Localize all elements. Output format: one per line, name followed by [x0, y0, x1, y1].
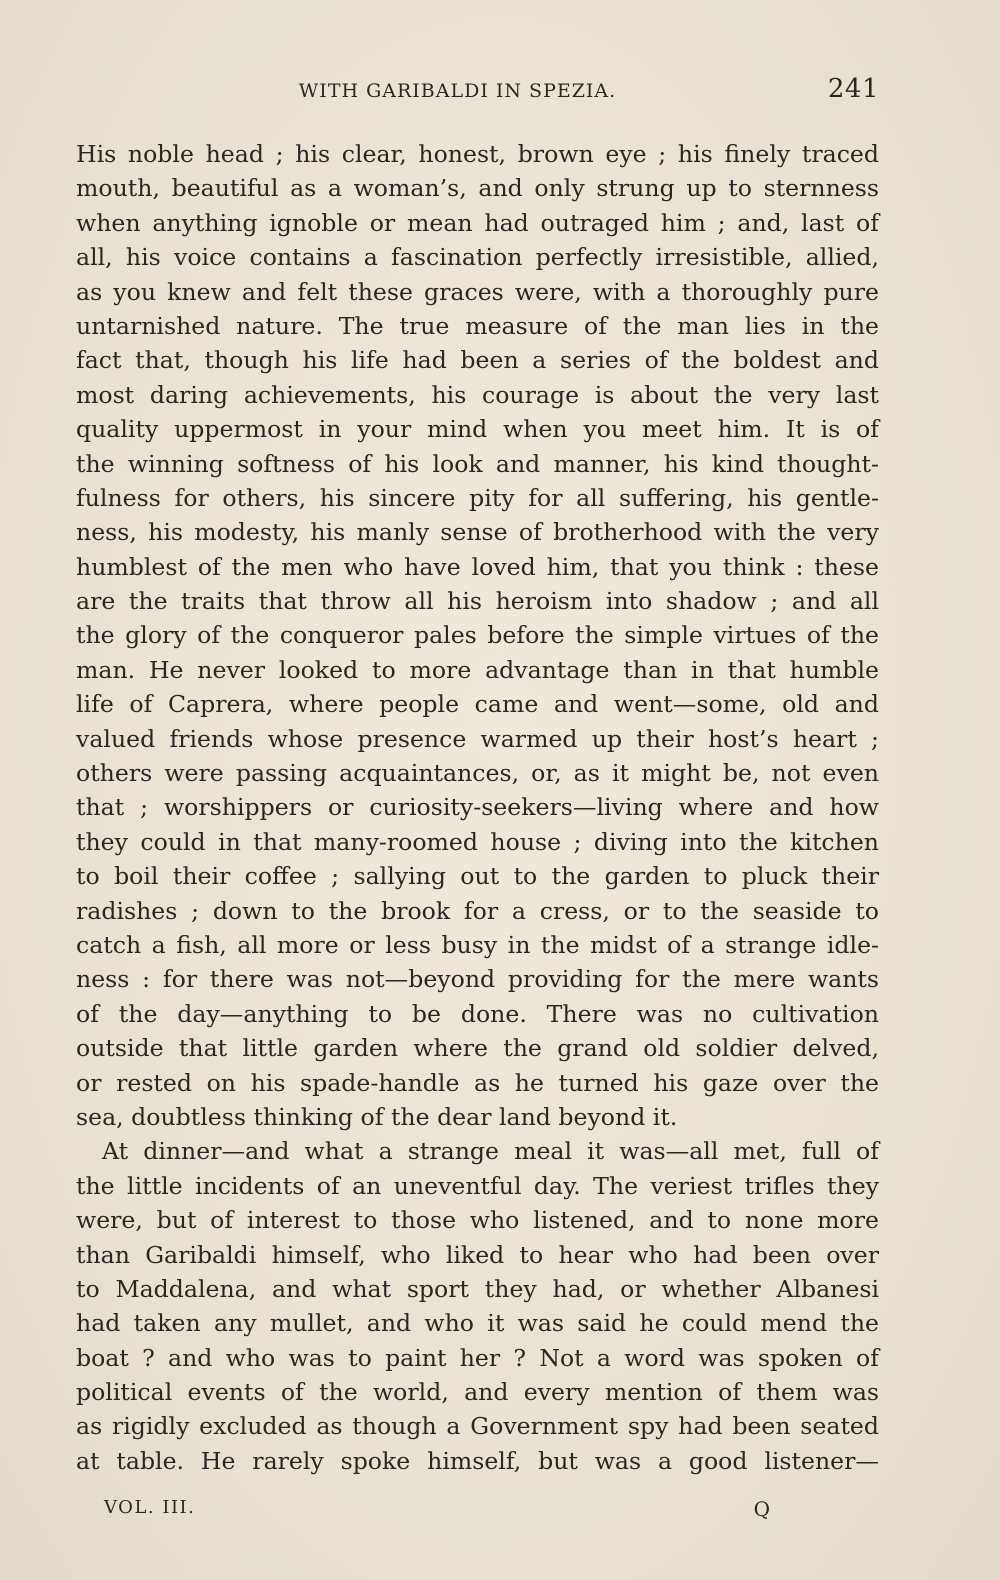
text-line: untarnished nature. The true measure of the man lies in the	[76, 311, 879, 340]
text-line: to Maddalena, and what sport they had, or whether Albanesi	[76, 1274, 879, 1303]
text-line: radishes ; down to the brook for a cress, or to the seaside to	[76, 896, 879, 925]
text-line: had taken any mullet, and who it was said he could mend the	[76, 1309, 879, 1338]
body-text	[76, 137, 879, 1478]
text-line: were, but of interest to those who listened, and to none more	[76, 1206, 879, 1235]
text-line: At dinner—and what a strange meal it was—all met, full of	[102, 1137, 879, 1166]
text-line: valued friends whose presence warmed up their host’s heart ;	[76, 724, 879, 753]
text-line: boat ? and who was to paint her ? Not a word was spoken of	[76, 1343, 879, 1372]
text-line: of the day—anything to be done. There was no cultivation	[76, 999, 879, 1028]
text-line: life of Caprera, where people came and went—some, old and	[76, 690, 879, 719]
text-line: the winning softness of his look and manner, his kind thought-	[76, 449, 879, 478]
text-line: they could in that many-roomed house ; diving into the kitchen	[76, 827, 879, 856]
page-number: 241	[827, 74, 879, 104]
text-line: His noble head ; his clear, honest, brown eye ; his finely traced	[76, 140, 879, 168]
text-line: most daring achievements, his courage is about the very last	[76, 380, 879, 409]
text-line: as you knew and felt these graces were, with a thoroughly pure	[76, 277, 879, 306]
signature-mark: Q	[753, 1497, 770, 1521]
text-line: fact that, though his life had been a series of the boldest and	[76, 346, 879, 375]
text-line: are the traits that throw all his heroism into shadow ; and all	[76, 587, 879, 616]
text-line: that ; worshippers or curiosity-seekers—living where and how	[76, 793, 879, 822]
volume-mark: VOL. III.	[104, 1497, 196, 1518]
text-line: at table. He rarely spoke himself, but was a good listener—	[76, 1446, 879, 1475]
text-line: quality uppermost in your mind when you meet him. It is of	[76, 415, 879, 444]
text-line: outside that little garden where the grand old soldier delved,	[76, 1034, 879, 1063]
text-line: catch a fish, all more or less busy in the midst of a strange idle-	[76, 930, 879, 959]
text-line: to boil their coffee ; sallying out to the garden to pluck their	[76, 862, 879, 891]
text-line: than Garibaldi himself, who liked to hear who had been over	[76, 1240, 879, 1269]
text-line: the little incidents of an uneventful day. The veriest trifles they	[76, 1171, 879, 1200]
text-line: man. He never looked to more advantage than in that humble	[76, 655, 879, 684]
text-line: fulness for others, his sincere pity for all suffering, his gentle-	[76, 483, 879, 512]
text-line: political events of the world, and every mention of them was	[76, 1378, 879, 1407]
text-line: others were passing acquaintances, or, as it might be, not even	[76, 759, 879, 788]
text-line: humblest of the men who have loved him, that you think : these	[76, 552, 879, 581]
text-line: ness : for there was not—beyond providing for the mere wants	[76, 965, 879, 994]
text-line: the glory of the conqueror pales before the simple virtues of the	[76, 621, 879, 650]
text-line: mouth, beautiful as a woman’s, and only strung up to sternness	[76, 174, 879, 203]
text-line: or rested on his spade-handle as he turned his gaze over the	[76, 1068, 879, 1097]
text-line: all, his voice contains a fascination perfectly irresistible, allied,	[76, 243, 879, 272]
page-footer	[104, 1497, 784, 1527]
running-head	[76, 74, 879, 110]
text-line: ness, his modesty, his manly sense of brotherhood with the very	[76, 518, 879, 547]
running-title: WITH GARIBALDI IN SPEZIA.	[298, 80, 617, 102]
text-line: as rigidly excluded as though a Government spy had been seated	[76, 1412, 879, 1441]
text-line: when anything ignoble or mean had outraged him ; and, last of	[76, 208, 879, 237]
text-line: sea, doubtless thinking of the dear land beyond it.	[76, 1102, 678, 1131]
